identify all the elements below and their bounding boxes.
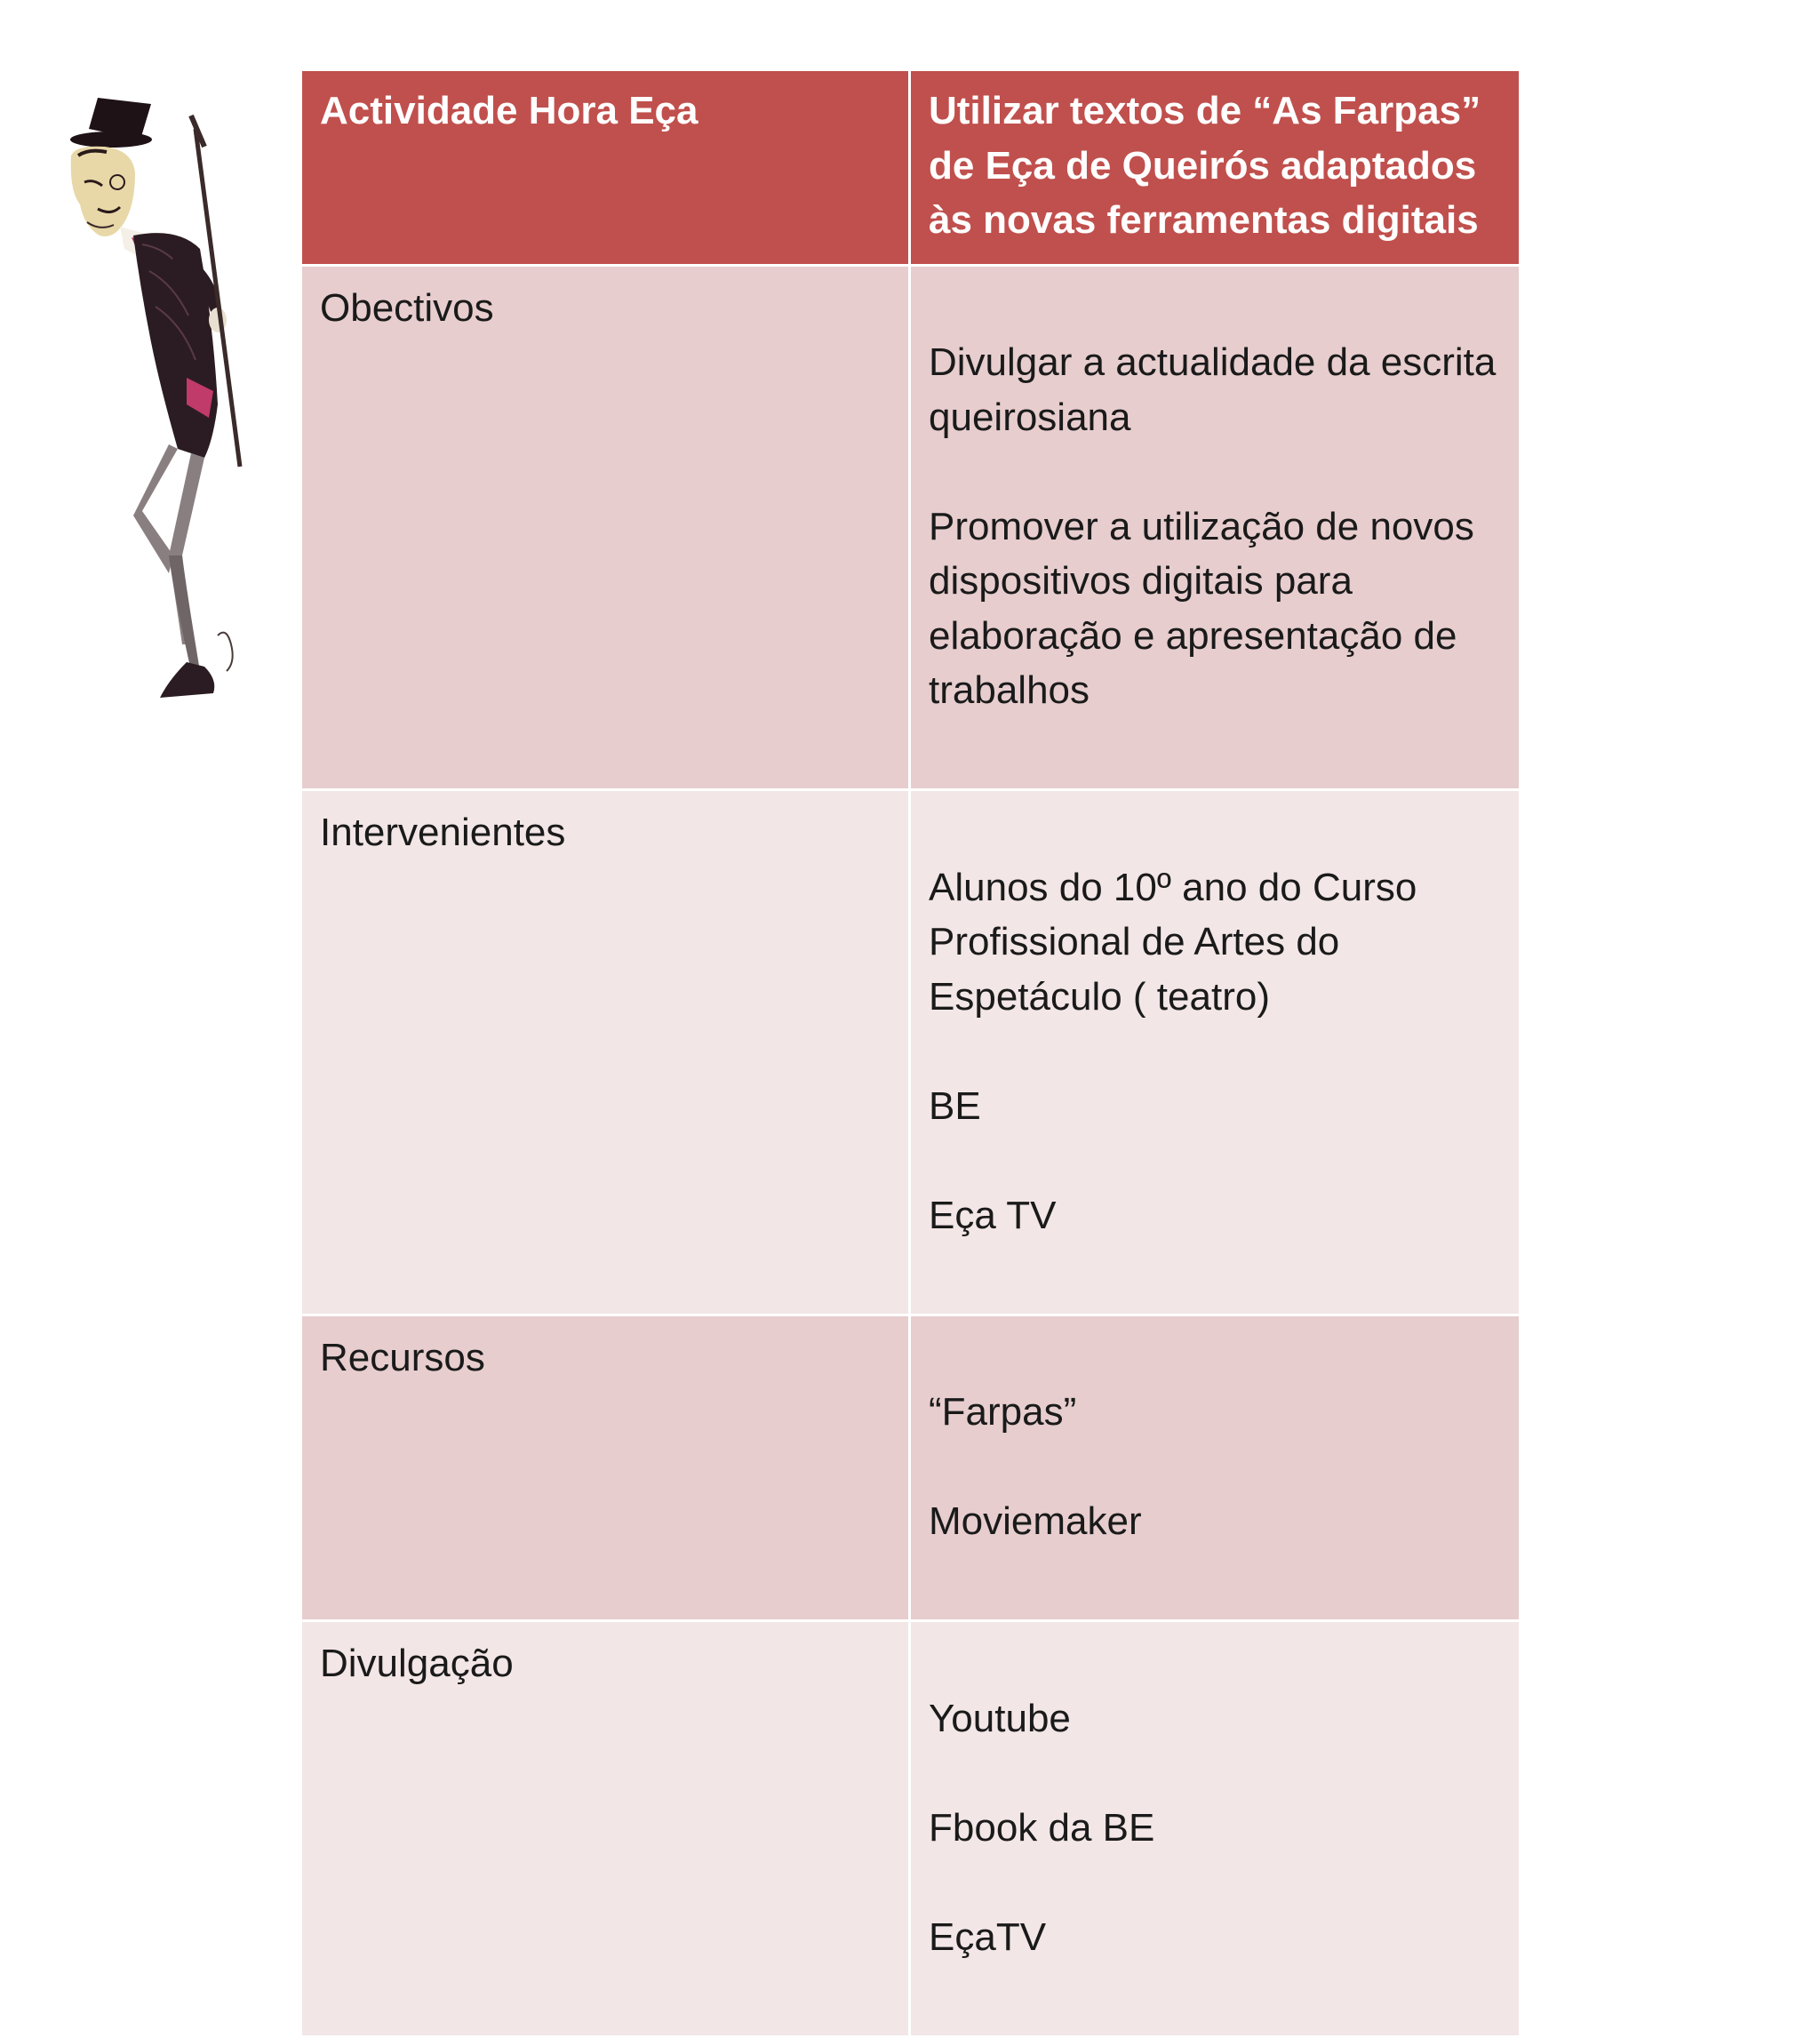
value-line: Youtube bbox=[929, 1696, 1071, 1740]
header-value-cell: Utilizar textos de “As Farpas” de Eça de Queirós adaptados às novas ferramentas digitais bbox=[910, 70, 1521, 266]
value-line: EçaTV bbox=[929, 1914, 1047, 1959]
value-line: Moviemaker bbox=[929, 1499, 1142, 1543]
value-line: “Farpas” bbox=[929, 1390, 1077, 1434]
activity-info-table bbox=[299, 68, 1521, 2038]
row-value-intervenientes bbox=[910, 790, 1521, 1315]
value-line: Alunos do 10º ano do Curso Profissional de Artes do Espetáculo ( teatro) bbox=[929, 865, 1417, 1019]
value-line: BE bbox=[929, 1083, 981, 1128]
value-line: Promover a utilização de novos dispositivos digitais para elaboração e apresentação de trabalhos bbox=[929, 504, 1474, 712]
header-label-cell: Actividade Hora Eça bbox=[301, 70, 910, 266]
row-label-objectivos: Obectivos bbox=[301, 265, 910, 790]
eca-caricature-illustration bbox=[36, 93, 311, 742]
table-row bbox=[301, 790, 1521, 1315]
row-label-divulgacao: Divulgação bbox=[301, 1621, 910, 2037]
row-value-recursos bbox=[910, 1315, 1521, 1621]
row-label-intervenientes: Intervenientes bbox=[301, 790, 910, 1315]
table-row bbox=[301, 1621, 1521, 2037]
table-row bbox=[301, 265, 1521, 790]
row-value-objectivos bbox=[910, 265, 1521, 790]
row-label-recursos: Recursos bbox=[301, 1315, 910, 1621]
value-line: Eça TV bbox=[929, 1193, 1057, 1237]
value-line: Divulgar a actualidade da escrita queirosiana bbox=[929, 340, 1497, 439]
row-value-divulgacao bbox=[910, 1621, 1521, 2037]
value-line: Fbook da BE bbox=[929, 1805, 1155, 1850]
table-row bbox=[301, 1315, 1521, 1621]
table-header-row bbox=[301, 70, 1521, 266]
